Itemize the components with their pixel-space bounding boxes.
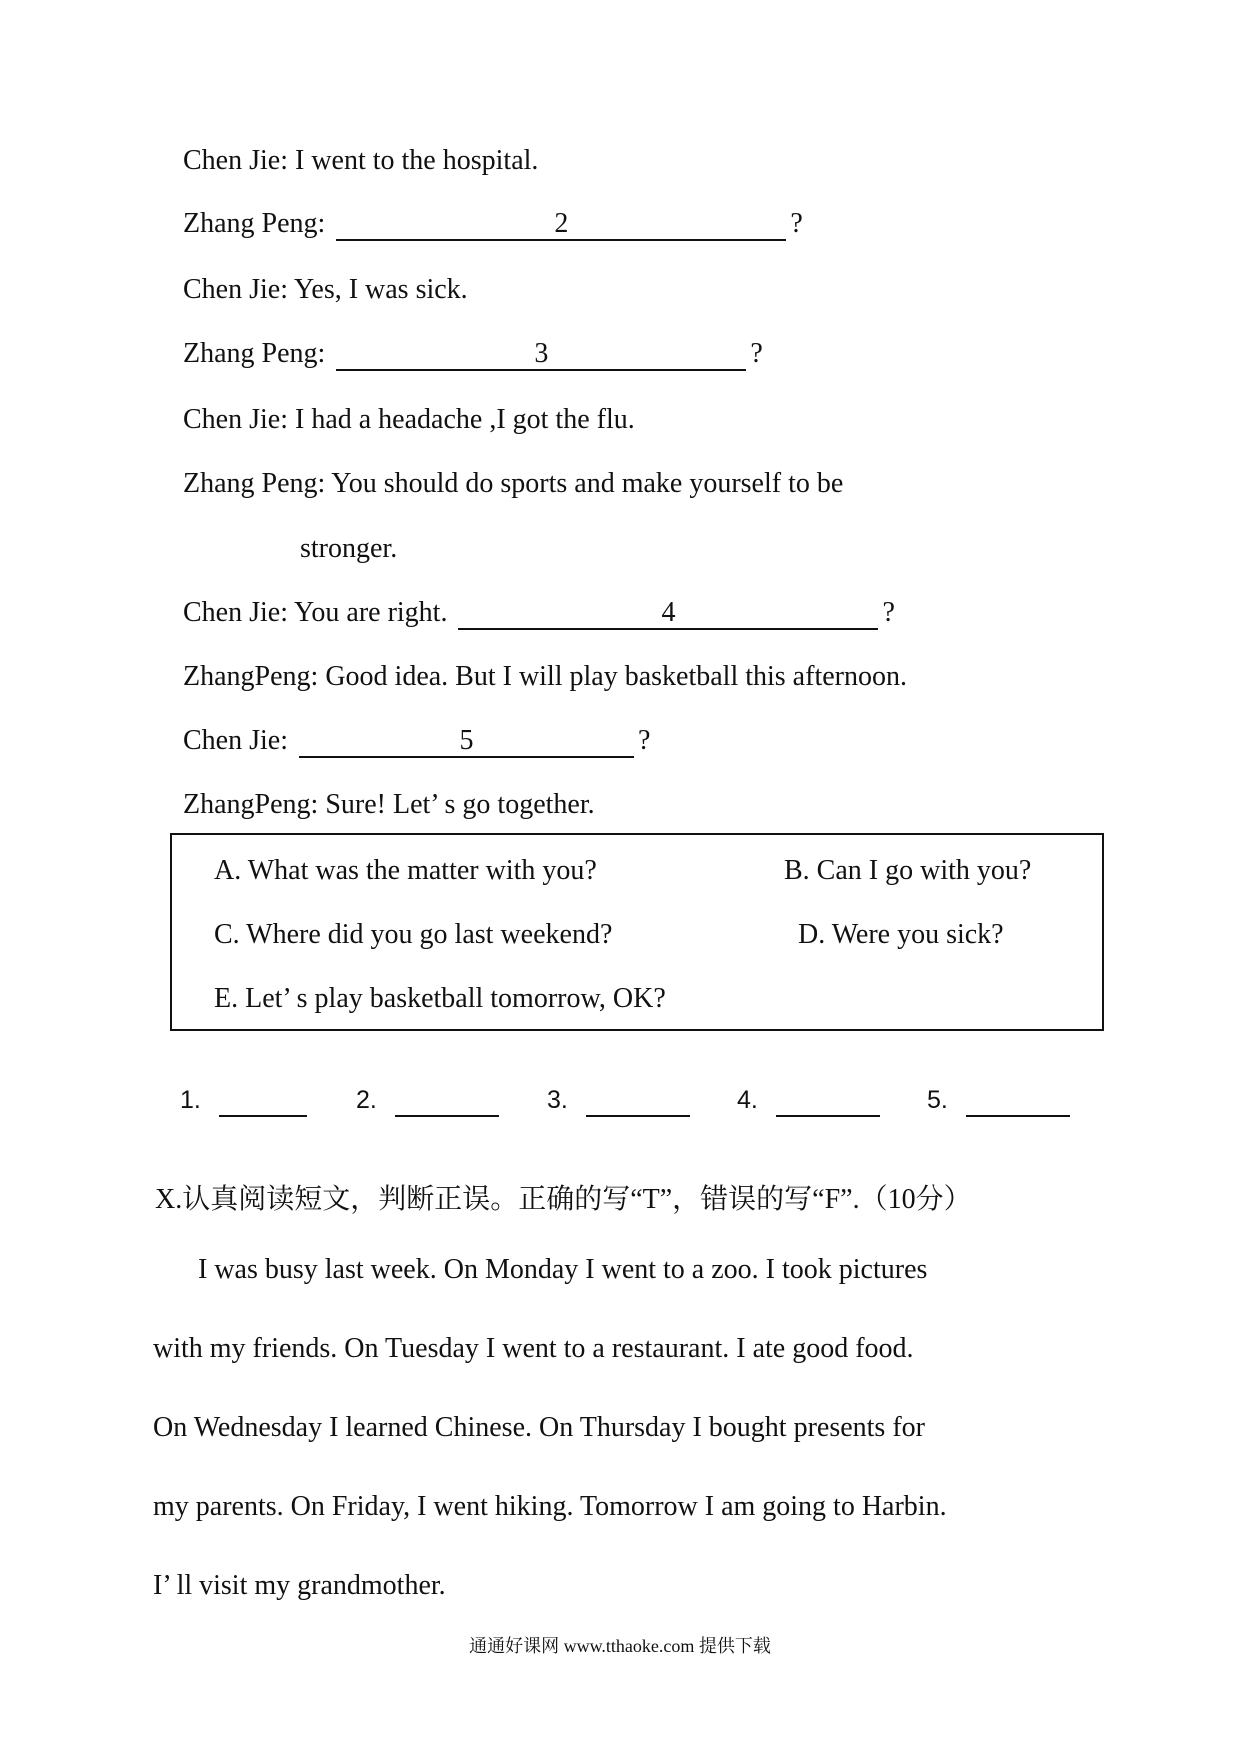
dialogue-text: You are right. (293, 597, 448, 628)
answer-4-line[interactable] (776, 1087, 880, 1117)
speaker: Zhang Peng: (183, 338, 326, 369)
dialogue-line-4 (183, 336, 763, 372)
question-mark: ? (638, 725, 651, 756)
dialogue-text: Yes, I was sick. (293, 274, 468, 305)
answer-number: 1. (180, 1086, 201, 1114)
speaker: Chen Jie: (183, 725, 288, 756)
answer-4 (737, 1083, 880, 1117)
dialogue-text: Sure! Let’ s go together. (325, 789, 595, 820)
answer-number: 4. (737, 1086, 758, 1114)
dialogue-line-5 (183, 402, 635, 438)
passage-line-1: I was busy last week. On Monday I went to a zoo. I took pictures (198, 1254, 928, 1285)
answer-1 (180, 1083, 307, 1117)
dialogue-text: I went to the hospital. (295, 145, 539, 176)
question-mark: ? (882, 597, 895, 628)
choice-b: B. Can I go with you? (784, 855, 1032, 886)
dialogue-text: Good idea. But I will play basketball this afternoon. (325, 661, 907, 692)
question-mark: ? (750, 338, 763, 369)
speaker: ZhangPeng: (183, 789, 319, 820)
answer-2-line[interactable] (395, 1087, 499, 1117)
passage-line-2: with my friends. On Tuesday I went to a restaurant. I ate good food. (153, 1333, 914, 1364)
answer-blank-4[interactable]: 4 (458, 598, 878, 630)
choices-box (170, 833, 1104, 1031)
answer-number: 3. (547, 1086, 568, 1114)
page-footer: 通通好课网 www.tthaoke.com 提供下载 (469, 1636, 771, 1656)
answer-number: 5. (927, 1086, 948, 1114)
section-x-title: X.认真阅读短文，判断正误。正确的写“T”，错误的写“F”.（10分） (155, 1184, 972, 1215)
dialogue-line-8 (183, 595, 895, 631)
answer-blank-3[interactable]: 3 (336, 339, 746, 371)
dialogue-line-2 (183, 206, 803, 242)
passage-line-5: I’ ll visit my grandmother. (153, 1570, 446, 1601)
answer-2 (356, 1083, 499, 1117)
answer-blank-2[interactable]: 2 (336, 209, 786, 241)
speaker: Chen Jie: (183, 404, 288, 435)
dialogue-text: stronger. (300, 533, 398, 564)
passage-line-4: my parents. On Friday, I went hiking. Tomorrow I am going to Harbin. (153, 1491, 947, 1522)
answer-5-line[interactable] (966, 1087, 1070, 1117)
choice-c: C. Where did you go last weekend? (214, 919, 613, 950)
answer-3-line[interactable] (586, 1087, 690, 1117)
answer-number: 2. (356, 1086, 377, 1114)
speaker: Chen Jie: (183, 145, 288, 176)
speaker: Chen Jie: (183, 274, 288, 305)
answer-blank-5[interactable]: 5 (299, 726, 634, 758)
speaker: Zhang Peng: (183, 208, 326, 239)
dialogue-line-7 (300, 531, 397, 567)
passage-line-3: On Wednesday I learned Chinese. On Thursday I bought presents for (153, 1412, 925, 1443)
choice-a: A. What was the matter with you? (214, 855, 597, 886)
dialogue-line-9 (183, 659, 907, 695)
answer-1-line[interactable] (219, 1087, 307, 1117)
answer-5 (927, 1083, 1070, 1117)
choice-d: D. Were you sick? (798, 919, 1004, 950)
dialogue-line-1 (183, 143, 538, 179)
dialogue-line-10 (183, 723, 650, 759)
speaker: Chen Jie: (183, 597, 288, 628)
dialogue-line-6 (183, 466, 843, 502)
dialogue-line-3 (183, 272, 468, 308)
answer-3 (547, 1083, 690, 1117)
question-mark: ? (790, 208, 803, 239)
speaker: ZhangPeng: (183, 661, 319, 692)
dialogue-line-11 (183, 787, 595, 823)
choice-e: E. Let’ s play basketball tomorrow, OK? (214, 983, 666, 1014)
dialogue-text: You should do sports and make yourself to be (331, 468, 844, 499)
dialogue-text: I had a headache ,I got the flu. (295, 404, 635, 435)
speaker: Zhang Peng: (183, 468, 326, 499)
